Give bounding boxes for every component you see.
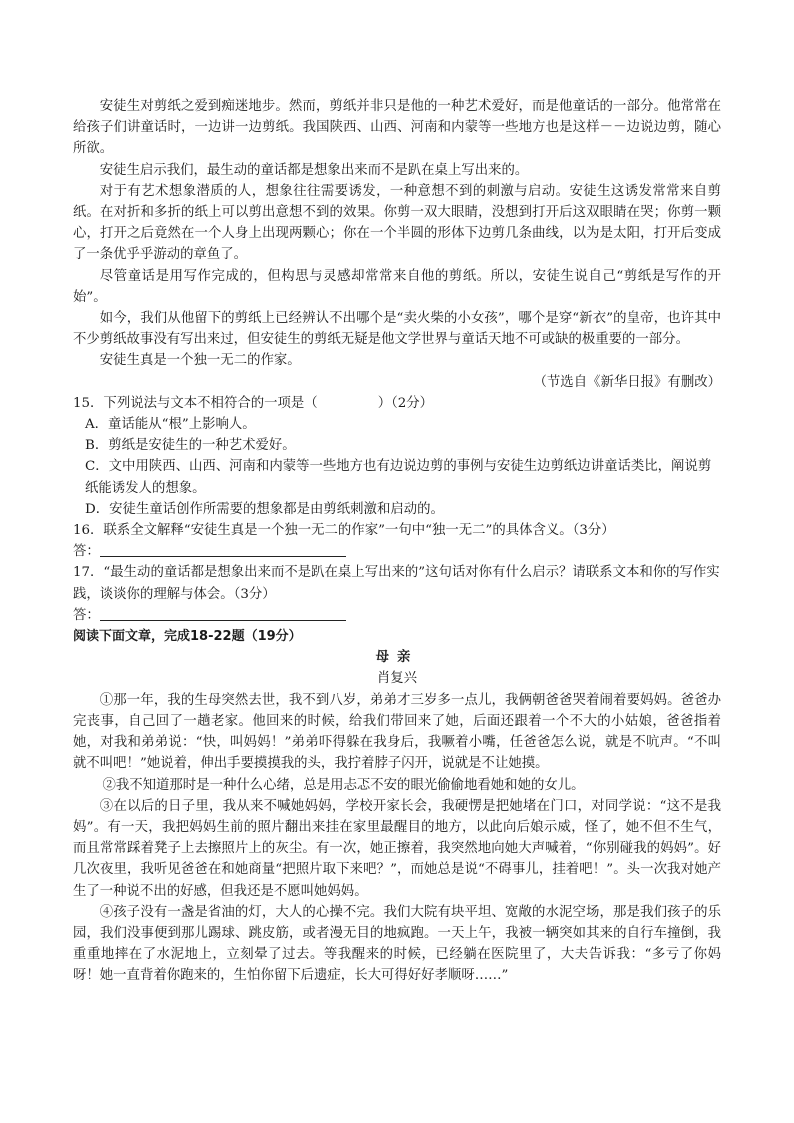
question-15-stem-end: ）（2分） [377,395,434,411]
article-author: 肖复兴 [376,671,418,687]
answer-label: 答： [73,544,100,560]
passage1-paragraph-4: 尽管童话是用写作完成的，但构思与灵感却常常来自他的剪纸。所以，安徒生说自己“剪纸是写作的开始”。 [73,268,721,305]
passage1-paragraph-2: 安徒生启示我们，最生动的童话都是想象出来而不是趴在桌上写出来的。 [99,162,529,178]
passage2-paragraph-1: ①那一年，我的生母突然去世，我不到八岁，弟弟才三岁多一点儿，我俩朝爸爸哭着闹着要妈妈。爸爸办完丧事，自己回了一趟老家。他回来的时候，给我们带回来了她，后面还跟着一个不大的小姑娘，爸爸指着她，对我和弟弟说：“快，叫妈妈！”弟弟吓得躲在我身后，我噘着小嘴，任爸爸怎么说，就是不吭声。“不叫就不叫吧！”她说着，伸出手要摸摸我的头，我拧着脖子闪开，说就是不让她摸。 [73,692,721,772]
answer-blank-line[interactable] [100,606,346,621]
question-15-option-d: D．安徒生童话创作所需要的想象都是由剪纸刺激和启动的。 [85,501,444,517]
question-15-option-a: A．童话能从“根”上影响人。 [85,417,256,433]
question-17-answer [73,605,721,626]
question-15-option-b: B．剪纸是安徒生的一种艺术爱好。 [85,438,296,454]
passage1-paragraph-5: 如今，我们从他留下的剪纸上已经辨认不出哪个是“卖火柴的小女孩”，哪个是穿“新衣”的皇帝，也许其中不少剪纸故事没有写出来过，但安徒生的剪纸无疑是他文学世界与童话天地不可或缺的极重要的一部分。 [73,311,721,348]
document-content [73,96,721,987]
question-16: 16．联系全文解释“安徒生真是一个独一无二的作家”一句中“独一无二”的具体含义。（3分） [73,523,615,539]
answer-label: 答： [73,607,100,623]
question-15-stem [73,393,721,414]
article-title: 母亲 [375,649,419,666]
question-15-stem-start: 15．下列说法与文本不相符合的一项是（ [73,395,318,411]
question-16-answer [73,541,721,562]
question-15-option-c: C．文中用陕西、山西、河南和内蒙等一些地方也有边说边剪的事例与安徒生边剪纸边讲童话类比，阐说剪纸能诱发人的想象。 [85,459,712,496]
passage1-paragraph-6: 安徒生真是一个独一无二的作家。 [99,353,301,369]
question-17: 17．“最生动的童话都是想象出来而不是趴在桌上写出来的”这句话对你有什么启示？请联系文本和你的写作实践，谈谈你的理解与体会。（3分） [73,565,720,602]
answer-blank-line[interactable] [100,542,346,557]
passage2-paragraph-2: ②我不知道那时是一种什么心绪，总是用忐忑不安的眼光偷偷地看她和她的女儿。 [102,777,585,793]
passage2-paragraph-4: ④孩子没有一盏是省油的灯，大人的心操不完。我们大院有块平坦、宽敞的水泥空场，那是我们孩子的乐园，我们没事便到那儿踢球、跳皮筋，或者漫无目的地疯跑。一天上午，我被一辆突如其来的自行车撞倒，我重重地摔在了水泥地上，立刻晕了过去。等我醒来的时候，已经躺在医院里了，大夫告诉我：“多亏了你妈呀！她一直背着你跑来的，生怕你留下后遗症，长大可得好好孝顺呀……” [73,904,721,984]
passage2-paragraph-3: ③在以后的日子里，我从来不喊她妈妈，学校开家长会，我硬愣是把她堵在门口，对同学说：“这不是我妈”。有一天，我把妈妈生前的照片翻出来挂在家里最醒目的地方，以此向后娘示威，怪了，她不但不生气，而且常常踩着凳子上去擦照片上的灰尘。有一次，她正擦着，我突然地向她大声喊着，“你别碰我的妈妈”。好几次夜里，我听见爸爸在和她商量“把照片取下来吧？”，而她总是说“不碍事儿，挂着吧！”。头一次我对她产生了一种说不出的好感，但我还是不愿叫她妈妈。 [73,798,721,899]
passage1-paragraph-3: 对于有艺术想象潜质的人，想象往往需要诱发，一种意想不到的刺激与启动。安徒生这诱发常常来自剪纸。在对折和多折的纸上可以剪出意想不到的效果。你剪一双大眼睛，没想到打开后这双眼睛在哭；你剪一颗心，打开之后竟然在一个人身上出现两颗心；你在一个半圆的形体下边剪几条曲线，以为是太阳，打开后变成了一条优乎乎游动的章鱼了。 [73,183,721,263]
section-heading: 阅读下面文章，完成18-22题（19分） [73,629,302,645]
source-citation: （节选自《新华日报》有删改） [533,374,721,390]
passage1-paragraph-1: 安徒生对剪纸之爱到痴迷地步。然而，剪纸并非只是他的一种艺术爱好，而是他童话的一部分。他常常在给孩子们讲童话时，一边讲一边剪纸。我国陕西、山西、河南和内蒙等一些地方也是这样－－边说边剪，随心所欲。 [73,99,721,157]
